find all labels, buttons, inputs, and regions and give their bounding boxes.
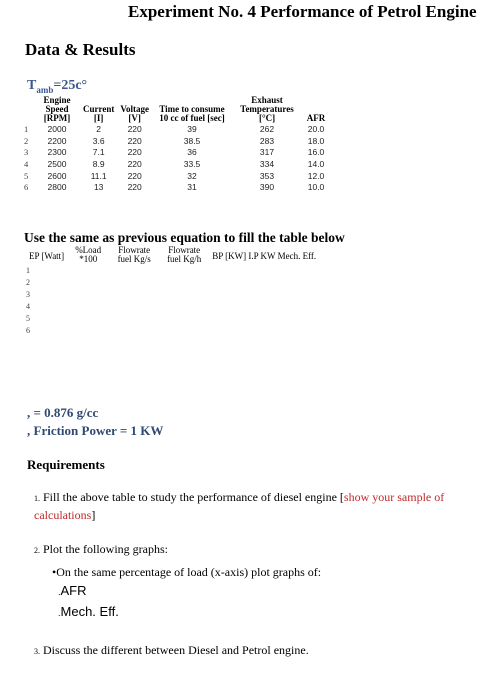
empty-cell[interactable] xyxy=(159,288,209,300)
row-index: 2 xyxy=(24,135,29,146)
header-ep: EP [Watt] xyxy=(29,251,65,261)
table-cell: 2000 xyxy=(47,123,67,134)
graph-afr xyxy=(58,583,87,598)
table-cell: 283 xyxy=(259,135,275,146)
table-cell: 334 xyxy=(259,158,275,169)
tamb-subscript: amb xyxy=(36,84,54,95)
table-cell: 20.0 xyxy=(307,123,325,134)
table2-heading: Use the same as previous equation to fill the table below xyxy=(24,230,345,245)
table-cell: 353 xyxy=(259,170,275,181)
row-index: 4 xyxy=(26,301,30,311)
header-exhaust-temp: Exhaust Temperatures [°C] xyxy=(240,95,294,123)
empty-cell[interactable] xyxy=(109,324,159,336)
empty-cell[interactable] xyxy=(159,264,209,276)
table-cell: 220 xyxy=(127,158,142,169)
table-cell: 13 xyxy=(93,182,104,193)
index-header xyxy=(22,96,34,123)
empty-cell[interactable] xyxy=(67,300,109,312)
header-current: Current [I] xyxy=(83,104,115,123)
empty-cell[interactable] xyxy=(209,276,319,288)
req1-end: ] xyxy=(91,508,96,522)
row-index: 1 xyxy=(26,265,30,275)
table-cell: 220 xyxy=(127,123,142,134)
table-row xyxy=(26,288,319,300)
empty-cell[interactable] xyxy=(67,312,109,324)
table-cell: 220 xyxy=(127,135,142,146)
table-row xyxy=(22,170,330,182)
table-row xyxy=(26,264,319,276)
table-cell: 18.0 xyxy=(307,135,325,146)
table-cell: 2 xyxy=(96,123,102,134)
dot-icon: . xyxy=(58,587,61,597)
requirement-2-bullet xyxy=(52,565,321,580)
row-index: 1 xyxy=(24,123,29,134)
header-afr: AFR xyxy=(306,113,326,123)
row-index: 6 xyxy=(24,182,29,193)
table-cell: 11.1 xyxy=(90,170,107,181)
empty-cell[interactable] xyxy=(209,312,319,324)
empty-cell[interactable] xyxy=(159,276,209,288)
results-table xyxy=(22,96,330,193)
density-note: , = 0.876 g/cc xyxy=(27,405,99,420)
row-index: 4 xyxy=(24,158,29,169)
requirement-2 xyxy=(34,542,168,557)
table-cell: 12.0 xyxy=(307,170,325,181)
tamb-value: =25c° xyxy=(53,78,88,93)
empty-cell[interactable] xyxy=(209,324,319,336)
table-cell: 7.1 xyxy=(92,147,105,158)
table-cell: 220 xyxy=(127,147,142,158)
empty-cell[interactable] xyxy=(109,312,159,324)
empty-cell[interactable] xyxy=(67,264,109,276)
row-index: 3 xyxy=(24,147,29,158)
bp-label: BP [KW] xyxy=(212,251,247,261)
table-cell: 39 xyxy=(187,123,197,134)
req1-number: 1. xyxy=(34,494,40,503)
row-index: 5 xyxy=(26,313,30,323)
empty-cell[interactable] xyxy=(67,288,109,300)
bullet-text: On the same percentage of load (x-axis) plot graphs of: xyxy=(56,565,322,579)
table-cell: 10.0 xyxy=(307,182,325,193)
table-cell: 220 xyxy=(127,182,142,193)
graph-mech-eff-label: Mech. Eff. xyxy=(60,604,119,619)
empty-cell[interactable] xyxy=(109,288,159,300)
table-row xyxy=(22,181,330,193)
req2-number: 2. xyxy=(34,546,40,555)
mech-eff-label: Mech. Eff. xyxy=(277,251,317,261)
empty-cell[interactable] xyxy=(159,312,209,324)
table-row xyxy=(26,312,319,324)
table-row xyxy=(22,135,330,147)
header-flow-kgh: Flowrate fuel Kg/h xyxy=(167,245,202,264)
table-cell: 2200 xyxy=(47,135,67,146)
empty-cell[interactable] xyxy=(109,276,159,288)
req1-text: Fill the above table to study the performance of diesel engine [ xyxy=(43,490,344,504)
header-time: Time to consume 10 cc of fuel [sec] xyxy=(159,104,225,123)
table-cell: 14.0 xyxy=(307,158,325,169)
row-index: 5 xyxy=(24,170,29,181)
table-cell: 2300 xyxy=(47,147,67,158)
empty-cell[interactable] xyxy=(159,300,209,312)
tamb-symbol: T xyxy=(27,78,37,93)
requirement-1 xyxy=(34,489,474,523)
requirements-heading: Requirements xyxy=(27,457,105,472)
table-cell: 31 xyxy=(187,182,197,193)
document-title: Experiment No. 4 Performance of Petrol Engine xyxy=(128,2,477,21)
graph-mech-eff xyxy=(58,604,119,619)
row-index: 3 xyxy=(26,289,30,299)
bullet-icon: • xyxy=(52,565,57,579)
table-cell: 317 xyxy=(259,147,275,158)
section-heading: Data & Results xyxy=(25,40,136,59)
table-cell: 38.5 xyxy=(183,135,201,146)
table-row xyxy=(22,158,330,170)
requirement-3 xyxy=(34,643,309,658)
header-engine-speed: Engine Speed [RPM] xyxy=(43,95,71,123)
empty-cell[interactable] xyxy=(67,324,109,336)
empty-cell[interactable] xyxy=(67,276,109,288)
calculation-table xyxy=(26,246,319,336)
row-index: 2 xyxy=(26,277,30,287)
table-cell: 3.6 xyxy=(92,135,105,146)
empty-cell[interactable] xyxy=(209,288,319,300)
table-cell: 390 xyxy=(259,182,275,193)
ip-label: I.P KW xyxy=(248,251,276,261)
table-row xyxy=(26,300,319,312)
table-row xyxy=(22,123,330,135)
table-cell: 33.5 xyxy=(183,158,201,169)
header-load: %Load *100 xyxy=(75,245,102,264)
friction-power-note: , Friction Power = 1 KW xyxy=(27,423,164,438)
req3-text: Discuss the different between Diesel and Petrol engine. xyxy=(43,643,309,657)
table-row xyxy=(26,276,319,288)
header-flow-kgs: Flowrate fuel Kg/s xyxy=(117,245,151,264)
table-cell: 36 xyxy=(187,147,197,158)
empty-cell[interactable] xyxy=(209,264,319,276)
req3-number: 3. xyxy=(34,647,40,656)
empty-cell[interactable] xyxy=(159,324,209,336)
table-cell: 8.9 xyxy=(92,158,105,169)
header-bp xyxy=(209,246,319,264)
table-cell: 262 xyxy=(259,123,275,134)
ambient-temperature xyxy=(27,78,87,95)
table-cell: 16.0 xyxy=(307,147,325,158)
header-voltage: Voltage [V] xyxy=(120,104,150,123)
table-cell: 2800 xyxy=(47,182,67,193)
table-cell: 2500 xyxy=(47,158,67,169)
req2-text: Plot the following graphs: xyxy=(43,542,168,556)
empty-cell[interactable] xyxy=(209,300,319,312)
table-cell: 32 xyxy=(187,170,197,181)
row-index: 6 xyxy=(26,325,30,335)
table-row xyxy=(22,146,330,158)
table-cell: 2600 xyxy=(47,170,67,181)
empty-cell[interactable] xyxy=(109,300,159,312)
dot-icon: . xyxy=(58,608,61,618)
table-cell: 220 xyxy=(127,170,142,181)
table-row xyxy=(26,324,319,336)
req1-highlight: show your sample of calculations xyxy=(34,490,445,522)
graph-afr-label: AFR xyxy=(60,583,87,598)
empty-cell[interactable] xyxy=(109,264,159,276)
